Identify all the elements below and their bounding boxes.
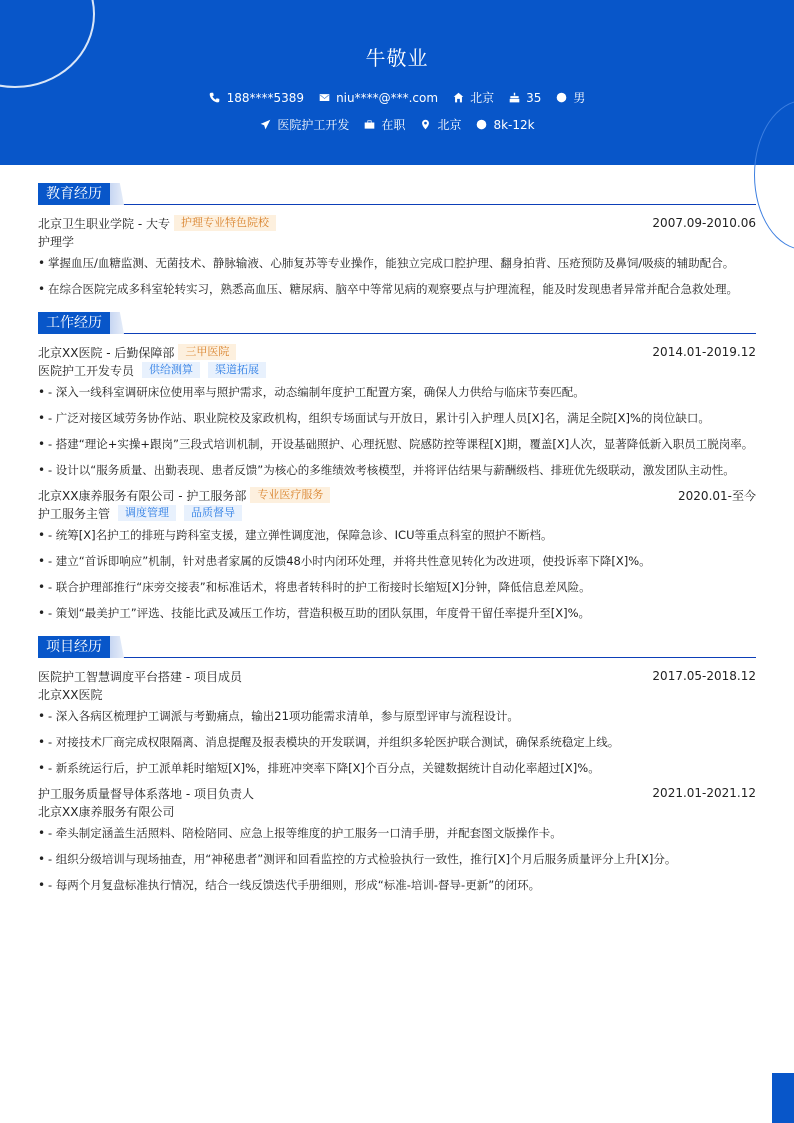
city-text: 北京 [470, 91, 495, 105]
work-section [38, 312, 756, 624]
list-item: • - 每两个月复盘标准执行情况，结合一线反馈迭代手册细则，形成“标准-培训-督导-更新”的闭环。 [38, 875, 756, 896]
section-title: 工作经历 [38, 312, 110, 334]
list-item: • 掌握血压/血糖监测、无菌技术、静脉输液、心肺复苏等专业操作，能独立完成口腔护理、翻身拍背、压疮预防及鼻饲/吸痰的辅助配合。 [38, 253, 756, 274]
list-item: • - 对接技术厂商完成权限隔离、消息提醒及报表模块的开发联调，并组织多轮医护联合测试，确保系统稳定上线。 [38, 732, 756, 753]
salary-info [475, 118, 534, 132]
skill-tag: 品质督导 [184, 505, 242, 521]
section-header [38, 636, 756, 658]
status-info [363, 116, 405, 133]
skill-tag: 调度管理 [118, 505, 176, 521]
age-text: 35 [526, 90, 542, 105]
intent-city-text: 北京 [437, 118, 462, 132]
section-title-tail [110, 183, 124, 205]
cake-icon [508, 92, 520, 104]
entry-date: 2021.01-2021.12 [652, 786, 756, 800]
list-item: • - 广泛对接区域劳务协作站、职业院校及家政机构，组织专场面试与开放日，累计引入护理人员[X]名，满足全院[X]%的岗位缺口。 [38, 408, 756, 429]
entry-date: 2007.09-2010.06 [652, 216, 756, 230]
mail-icon [318, 92, 330, 104]
send-icon [259, 119, 271, 131]
project-org: 北京XX医院 [38, 687, 103, 702]
job-intent-row [0, 116, 794, 133]
school-name: 北京卫生职业学院 - 大专 [38, 216, 170, 231]
list-item: • - 搭建“理论+实操+跟岗”三段式培训机制，开设基础照护、心理抚慰、院感防控等课程[X]期，覆盖[X]人次，显著降低新入职员工脱岗率。 [38, 434, 756, 455]
resume-header [0, 0, 794, 165]
project-name: 护工服务质量督导体系落地 - 项目负责人 [38, 786, 254, 801]
company-name: 北京XX医院 - 后勤保障部 [38, 345, 175, 360]
city-info [452, 89, 494, 106]
education-section [38, 183, 756, 300]
role-name: 护工服务主管 [38, 506, 111, 521]
section-title-tail [110, 636, 124, 658]
bullet-list [38, 253, 756, 300]
phone-icon [209, 92, 221, 104]
skill-tag: 渠道拓展 [208, 362, 266, 378]
status-text: 在职 [381, 118, 406, 132]
list-item: • - 联合护理部推行“床旁交接表”和标准话术，将患者转科时的护工衔接时长缩短[X]分钟，降低信息差风险。 [38, 577, 756, 598]
home-icon [452, 92, 464, 104]
list-item: • - 牵头制定涵盖生活照料、陪检陪同、应急上报等维度的护工服务一口清手册，并配套图文版操作卡。 [38, 823, 756, 844]
list-item: • - 统筹[X]名护工的排班与跨科室支援，建立弹性调度池，保障急诊、ICU等重点科室的照护不断档。 [38, 525, 756, 546]
phone-text: 188****5389 [226, 90, 305, 105]
gender-icon [555, 92, 567, 104]
project-entry [38, 667, 756, 779]
list-item: • - 深入一线科室调研床位使用率与照护需求，动态编制年度护工配置方案，确保人力供给与临床节奏匹配。 [38, 382, 756, 403]
list-item: • 在综合医院完成多科室轮转实习，熟悉高血压、糖尿病、脑卒中等常见病的观察要点与护理流程，能及时发现患者异常并配合急救处理。 [38, 279, 756, 300]
entry-date: 2020.01-至今 [678, 488, 756, 503]
email-text: niu****@***.com [336, 90, 439, 105]
school-tag: 护理专业特色院校 [174, 215, 276, 231]
bullet-list [38, 706, 756, 779]
gender-info [555, 89, 585, 106]
section-title-tail [110, 312, 124, 334]
gender-text: 男 [573, 91, 586, 105]
section-title: 项目经历 [38, 636, 110, 658]
role-name: 医院护工开发专员 [38, 363, 135, 378]
work-entry [38, 343, 756, 481]
email-info [318, 91, 438, 105]
work-entry [38, 486, 756, 624]
list-item: • - 建立“首诉即响应”机制，针对患者家属的反馈48小时内闭环处理，并将共性意见转化为改进项，使投诉率下降[X]%。 [38, 551, 756, 572]
phone-info [209, 91, 304, 105]
section-title: 教育经历 [38, 183, 110, 205]
decor-block [772, 1073, 794, 1123]
list-item: • - 深入各病区梳理护工调派与考勤痛点，输出21项功能需求清单，参与原型评审与流程设计。 [38, 706, 756, 727]
candidate-name: 牛敬业 [365, 46, 429, 70]
money-icon [475, 119, 487, 131]
resume-body [38, 183, 756, 908]
project-name: 医院护工智慧调度平台搭建 - 项目成员 [38, 669, 242, 684]
location-icon [419, 119, 431, 131]
contact-row [0, 89, 794, 106]
entry-date: 2017.05-2018.12 [652, 669, 756, 683]
bullet-list [38, 525, 756, 624]
intent-city-info [419, 116, 461, 133]
list-item: • - 组织分级培训与现场抽查，用“神秘患者”测评和回看监控的方式检验执行一致性，推行[X]个月后服务质量评分上升[X]分。 [38, 849, 756, 870]
list-item: • - 策划“最美护工”评选、技能比武及减压工作坊，营造积极互助的团队氛围，年度骨干留任率提升至[X]%。 [38, 603, 756, 624]
intent-position-info [259, 116, 349, 133]
bullet-list [38, 382, 756, 481]
projects-section [38, 636, 756, 896]
section-header [38, 312, 756, 334]
section-header [38, 183, 756, 205]
project-org: 北京XX康养服务有限公司 [38, 804, 175, 819]
major-name: 护理学 [38, 234, 75, 249]
company-name: 北京XX康养服务有限公司 - 护工服务部 [38, 488, 247, 503]
age-info [508, 91, 541, 105]
project-entry [38, 784, 756, 896]
company-tag: 专业医疗服务 [250, 487, 330, 503]
list-item: • - 新系统运行后，护工派单耗时缩短[X]%，排班冲突率下降[X]个百分点，关键数据统计自动化率超过[X]%。 [38, 758, 756, 779]
education-entry [38, 214, 756, 300]
company-tag: 三甲医院 [178, 344, 236, 360]
salary-text: 8k-12k [493, 117, 535, 132]
intent-position-text: 医院护工开发 [277, 118, 350, 132]
list-item: • - 设计以“服务质量、出勤表现、患者反馈”为核心的多维绩效考核模型，并将评估结果与薪酬级档、排班优先级联动，激发团队主动性。 [38, 460, 756, 481]
entry-date: 2014.01-2019.12 [652, 345, 756, 359]
bullet-list [38, 823, 756, 896]
briefcase-icon [363, 119, 375, 131]
skill-tag: 供给测算 [142, 362, 200, 378]
